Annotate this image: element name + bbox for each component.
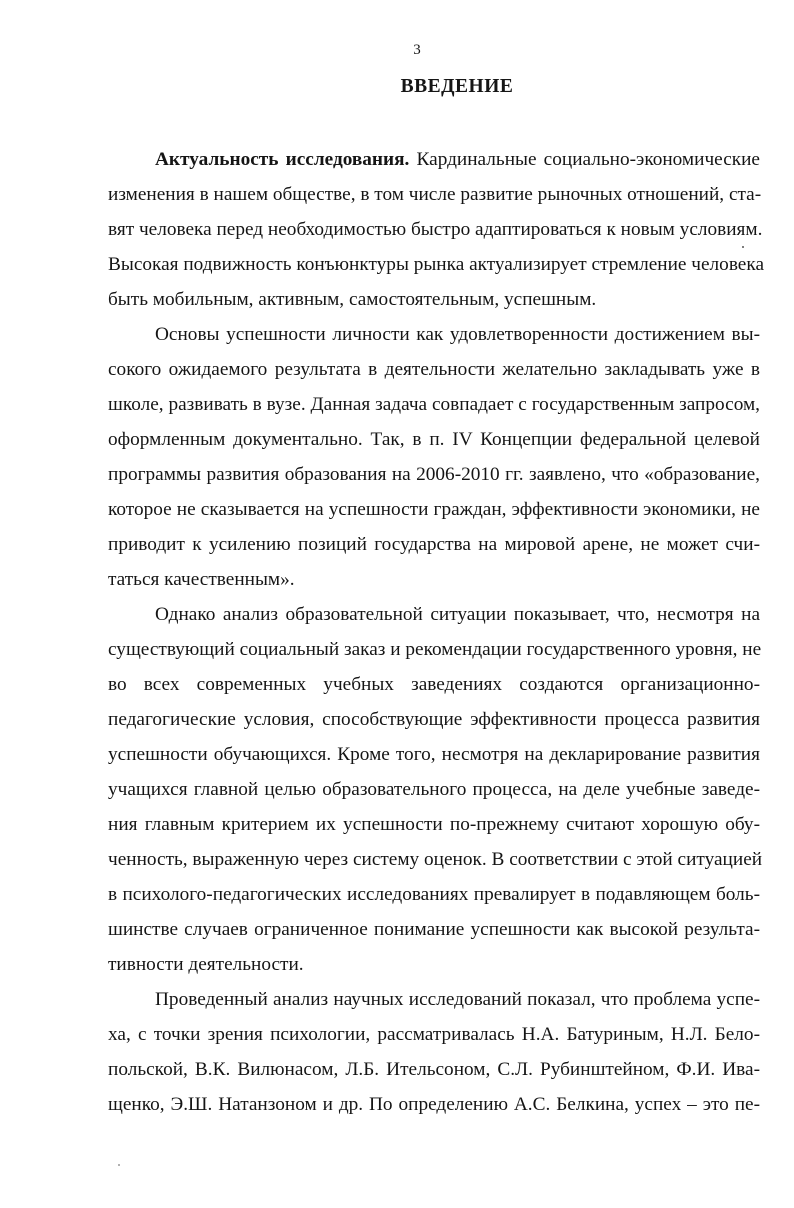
paragraph-line: быть мобильным, активным, самостоятельным, успешным.	[108, 289, 597, 310]
scan-speck	[118, 1164, 120, 1166]
paragraph-line: в психолого-педагогических исследованиях превалирует в подавляющем боль-	[108, 884, 760, 905]
paragraph-line-text: Кардинальные социально-экономические	[409, 149, 760, 170]
paragraph-line: Высокая подвижность конъюнктуры рынка актуализирует стремление человека	[108, 254, 765, 275]
paragraph-line: Проведенный анализ научных исследований показал, что проблема успе-	[155, 989, 760, 1010]
paragraph-line: ченность, выраженную через систему оценок. В соответствии с этой ситуацией	[108, 849, 763, 870]
paragraph-line: Основы успешности личности как удовлетворенности достижением вы-	[155, 324, 760, 345]
paragraph-line: сокого ожидаемого результата в деятельности желательно закладывать уже в	[108, 359, 760, 380]
page-heading: ВВЕДЕНИЕ	[400, 76, 514, 97]
paragraph-line: таться качественным».	[108, 569, 295, 590]
paragraph-line: польской, В.К. Вилюнасом, Л.Б. Ительсоном, С.Л. Рубинштейном, Ф.И. Ива-	[108, 1059, 760, 1080]
paragraph-line: школе, развивать в вузе. Данная задача совпадает с государственным запросом,	[108, 394, 760, 415]
paragraph-lead: Актуальность исследования.	[155, 149, 410, 170]
paragraph-line: Однако анализ образовательной ситуации показывает, что, несмотря на	[155, 604, 760, 625]
paragraph-line: шинстве случаев ограниченное понимание успешности как высокой результа-	[108, 919, 760, 940]
paragraph-line: ха, с точки зрения психологии, рассматривалась Н.А. Батуриным, Н.Л. Бело-	[108, 1024, 760, 1045]
paragraph-line: вят человека перед необходимостью быстро адаптироваться к новым условиям.	[108, 219, 763, 240]
paragraph-line: ния главным критерием их успешности по-прежнему считают хорошую обу-	[108, 814, 760, 835]
paragraph-line: тивности деятельности.	[108, 954, 304, 975]
paragraph-line: учащихся главной целью образовательного процесса, на деле учебные заведе-	[108, 779, 760, 800]
paragraph-line: педагогические условия, способствующие эффективности процесса развития	[108, 709, 760, 730]
paragraph-line: успешности обучающихся. Кроме того, несмотря на декларирование развития	[108, 744, 760, 765]
paragraph-line: которое не сказывается на успешности граждан, эффективности экономики, не	[108, 499, 760, 520]
paragraph-line: щенко, Э.Ш. Натанзоном и др. По определению А.С. Белкина, успех – это пе-	[108, 1094, 760, 1115]
paragraph-line	[155, 145, 760, 175]
scan-speck	[742, 246, 744, 248]
paragraph-line: программы развития образования на 2006-2010 гг. заявлено, что «образование,	[108, 464, 760, 485]
paragraph-line: существующий социальный заказ и рекомендации государственного уровня, не	[108, 639, 762, 660]
paragraph-line: изменения в нашем обществе, в том числе развитие рыночных отношений, ста-	[108, 184, 762, 205]
paragraph-line: оформленным документально. Так, в п. IV Концепции федеральной целевой	[108, 429, 760, 450]
paragraph-line: во всех современных учебных заведениях создаются организационно-	[108, 674, 760, 695]
page-number: 3	[413, 42, 421, 58]
paragraph-line: приводит к усилению позиций государства на мировой арене, не может счи-	[108, 534, 760, 555]
